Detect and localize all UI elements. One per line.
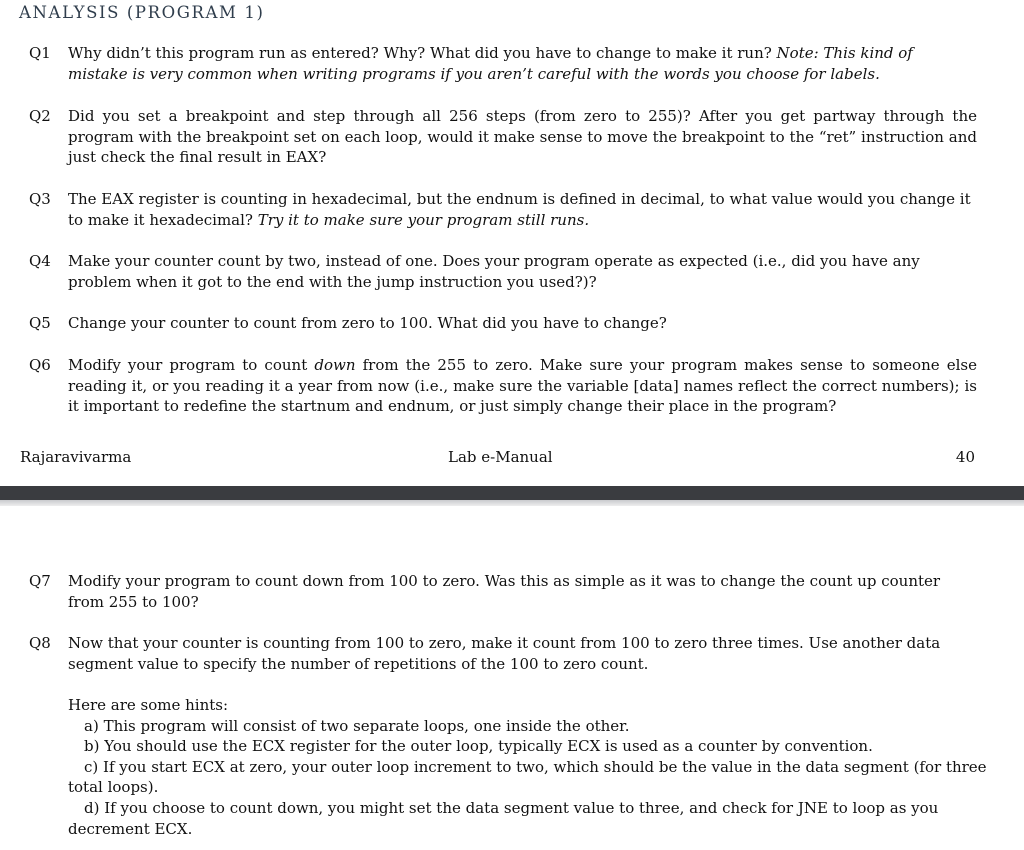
footer-author: Rajaravivarma <box>20 448 132 466</box>
question-number: Q5 <box>29 314 51 332</box>
question-number: Q6 <box>29 356 51 374</box>
page-divider <box>0 486 1024 506</box>
question-note: Try it to make sure your program still runs. <box>257 210 590 229</box>
question-note: Note: This kind of mistake is very common when writing programs if you aren’t careful with the words you choose for labels. <box>68 44 913 83</box>
page-number: 40 <box>955 448 975 466</box>
footer-title: Lab e-Manual <box>448 448 553 466</box>
question-text: Make your counter count by two, instead of one. Does your program operate as expected (i.e., did you have any problem when it got to the end with the jump instruction you used?)? <box>68 252 920 291</box>
question-text: Change your counter to count from zero to 100. What did you have to change? <box>68 314 667 332</box>
question-number: Q1 <box>29 44 51 62</box>
hint-d-line2: decrement ECX. <box>68 819 193 838</box>
hint-c-line2: total loops). <box>68 778 159 797</box>
question-text: Why didn’t this program run as entered? Why? What did you have to change to make it run? Note: This kind of mistake is very common when writing programs if you aren’t careful with the words you choose for labels. <box>68 44 913 83</box>
hint-c-line1: c) If you start ECX at zero, your outer loop increment to two, which should be the value in the data segment (for three <box>84 757 987 776</box>
question-text: Now that your counter is counting from 100 to zero, make it count from 100 to zero three times. Use another data segment value to specify the number of repetitions of the 100 to zero count. <box>68 634 941 673</box>
hints-list <box>68 695 987 839</box>
section-heading: ANALYSIS (PROGRAM 1) <box>19 3 265 22</box>
hint-a: a) This program will consist of two separate loops, one inside the other. <box>84 716 630 735</box>
question-number: Q4 <box>29 252 51 270</box>
question-number: Q3 <box>29 190 51 208</box>
question-text: The EAX register is counting in hexadecimal, but the endnum is defined in decimal, to what value would you change it to make it hexadecimal? Try it to make sure your program still runs. <box>68 190 971 229</box>
question-text: Modify your program to count down from 100 to zero. Was this as simple as it was to change the count up counter from 255 to 100? <box>68 572 941 611</box>
question-text: Modify your program to count down from the 255 to zero. Make sure your program makes sense to someone else reading it, or you reading it a year from now (i.e., make sure the variable [data] names reflect the correct numbers); is it important to redefine the startnum and endnum, or just simply change their place in the program? <box>68 356 977 416</box>
hint-d-line1: d) If you choose to count down, you might set the data segment value to three, and check for JNE to loop as you <box>84 798 939 817</box>
emphasis-word: down <box>314 356 356 374</box>
hints-intro: Here are some hints: <box>68 696 229 714</box>
document-page-41 <box>0 506 1024 850</box>
hint-b: b) You should use the ECX register for the outer loop, typically ECX is used as a counter by convention. <box>84 737 873 756</box>
question-number: Q8 <box>29 634 51 652</box>
question-text: Did you set a breakpoint and step through all 256 steps (from zero to 255)? After you get partway through the program with the breakpoint set on each loop, would it make sense to move the breakpoint to the “ret” instruction and just check the final result in EAX? <box>68 107 977 167</box>
question-number: Q7 <box>29 572 51 590</box>
question-number: Q2 <box>29 107 51 125</box>
